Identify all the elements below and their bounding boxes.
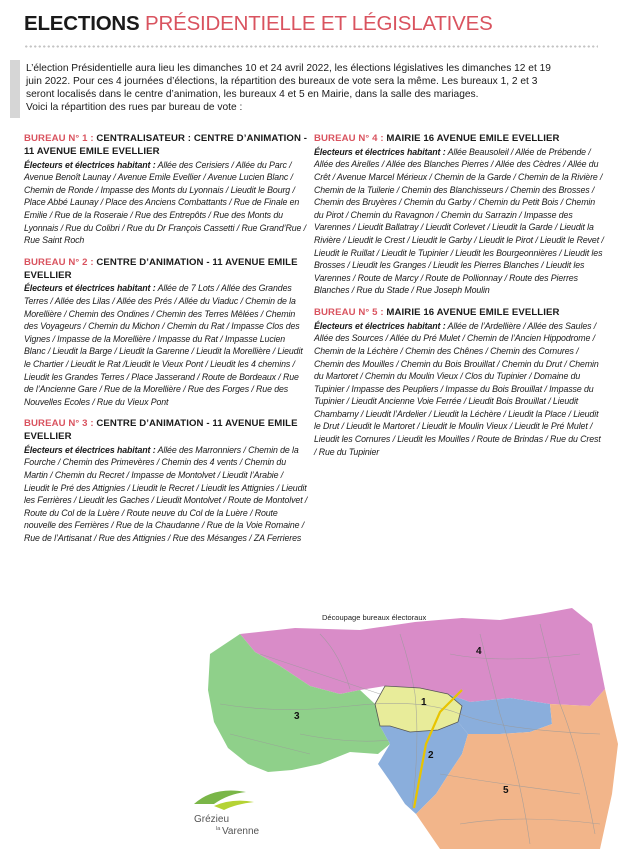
bureau-number: BUREAU N° 1 : (24, 133, 94, 144)
map-caption: Découpage bureaux électoraux (322, 613, 427, 622)
bureau-streets (314, 320, 604, 459)
bureau-number: BUREAU N° 5 : (314, 306, 384, 318)
zone-label-5: 5 (503, 785, 509, 796)
title-part1: ELECTIONS (24, 12, 140, 35)
intro-paragraph (26, 62, 598, 114)
bureau-heading (314, 133, 604, 146)
title-part2: PRÉSIDENTIELLE ET LÉGISLATIVES (145, 12, 493, 35)
right-column (314, 133, 604, 468)
logo-line1: Grézieu (194, 814, 230, 825)
bureau-4 (314, 133, 604, 297)
intro-line: Voici la répartition des rues par bureau de vote : (26, 102, 243, 113)
intro-accent-bar (10, 60, 20, 118)
logo-line3: Varenne (222, 826, 260, 837)
bureau-streets (24, 159, 308, 247)
bureau-heading (24, 257, 308, 283)
streets-list: Allée Beausoleil / Allée de Prébende / Allée des Airelles / Allée des Blanches Pierres / Allée des Cèdres / Allée du Crêt / Avenue Marcel Mérieux / Chemin de la Garde / Chemin de la Rivière / Chemin de la Tuilerie / Chemin des Blanchisseurs / Chemin des Brosses / Chemin des Bruyères / Chemin du Garby / Chemin du Petit Bois / Chemin du Pirot / Chemin du Ravagnon / Chemin du Sarrazin / Impasse des Varennes / Lieudit Ballatray / Lieudit Corlevet / Lieudit la Garde / Lieudit la Rivière / Lieudit le Crest / Lieudit le Garby / Lieudit le Pirot / Lieudit le Revet / Lieudit le Ruillat / Lieudit le Tupinier / Lieudit les Bourgeonnières / Lieudit les Brosses / Lieudit les Granges / Lieudit les Pierres Blanches / Lieudit les Varennes / Route de Marcy / Route de Pollionnay / Route des Pierres Blanches / Rue du Stade / Rue Joseph Moulin (314, 146, 604, 296)
zone-label-4: 4 (476, 646, 482, 657)
logo-swoosh-icon (214, 801, 254, 810)
bureau-2 (24, 257, 308, 409)
intro-line: juin 2022. Pour ces 4 journées d’élections, la répartition des bureaux de vote sera la même. Les bureaux 1, 2 et 3 (26, 76, 538, 87)
bureau-5 (314, 307, 604, 458)
voters-label: Électeurs et électrices habitant : (314, 146, 446, 157)
bureau-1 (24, 133, 308, 247)
page-title (24, 12, 493, 36)
voters-label: Électeurs et électrices habitant : (24, 159, 156, 170)
town-logo (184, 784, 264, 842)
intro-line: L’élection Présidentielle aura lieu les dimanches 10 et 24 avril 2022, les élections législatives les dimanches 12 et 19 (26, 63, 551, 74)
zone-label-1: 1 (421, 697, 427, 708)
bureau-heading (24, 418, 308, 444)
bureau-streets (24, 444, 308, 545)
zone-label-2: 2 (428, 750, 434, 761)
streets-list: Allée de 7 Lots / Allée des Grandes Terres / Allée des Lilas / Allée des Prés / Allée du Viaduc / Chemin de la Morellière / Chemin des Ondines / Chemin des Terres Mêlées / Chemin des Voyageurs / Chemin du Michon / Chemin du Rat / Impasse Clos des Vignes / Impasse de la Morellière / Impasse du Rat / Impasse Lucien Blanc / Lieudit la Barge / Lieudit la Garenne / Lieudit la Morellière / Lieudit le Chartier / Lieudit le Rat /Lieudit le Vieux Pont / Lieudit les 4 chemins / Lieudit les Grandes Terres / Place Jasserand / Route de Bordeaux / Rue de l’Ancienne Gare / Rue de la Morellière / Rue des Forges / Rue des Nouvelles Ecoles / Rue du Vieux Pont (24, 283, 303, 407)
streets-list: Allée des Marronniers / Chemin de la Fourche / Chemin des Primevères / Chemin des 4 vents / Chemin du Martin / Chemin du Recret / Impasse de Montolvet / Lieudit l’Arabie / Lieudit le Pré des Attignies / Lieudit le Recret / Lieudit les Attignies / Lieudit les Ferrières / Lieudit les Gaches / Lieudit Montolvet / Route de Montolvet / Route du Col de la Luère / Route neuve du Col de la Luère / Route nouvelle des Ferrières / Rue de la Chaudanne / Rue de la Voie Romaine / Rue de l’Artisanat / Rue des Attignies / Rue des Mésanges / ZA Ferrieres (24, 444, 308, 544)
bureau-location: CENTRE D’ANIMATION - 11 AVENUE EMILE EVELLIER (24, 256, 298, 281)
streets-list: Allée des Cerisiers / Allée du Parc / Avenue Benoît Launay / Avenue Emile Evellier / Avenue Lucien Blanc / Chemin de Ronde / Impasse des Monts du Lyonnais / Lieudit le Bourg / Place Abbé Launay / Place des Anciens Combattants / Rue de Finale en Emilie / Rue de la Roseraie / Rue des Entrepôts / Rue des Monts du Lyonnais / Rue du Colibri / Rue du Dr François Cassetti / Rue Grand’Rue / Rue Saint Roch (24, 159, 306, 246)
bureau-heading (314, 307, 604, 320)
bureau-location: MAIRIE 16 AVENUE EMILE EVELLIER (386, 306, 560, 318)
streets-list: Allée de l’Ardellière / Allée des Saules / Allée des Sources / Allée du Pré Mulet / Chemin de l’Ancien Hippodrome / Chemin de la Léchère / Chemin des Chênes / Chemin des Cornures / Chemin des Mouilles / Chemin du Bois Brouillat / Chemin du Drut / Chemin du Martoret / Chemin du Moulin Vieux / Clos du Tupinier / Domaine du Tupinier / Impasse des Peupliers / Impasse du Bois Brouillat / Impasse du Tupinier / Lieudit Ancienne Voie Ferrée / Lieudit Bois Brouillat / Lieudit Chambarny / Lieudit l’Ardelier / Lieudit la Léchère / Lieudit la Place / Lieudit le Drut / Lieudit le Martoret / Lieudit le Moulin Vieux / Lieudit le Pré Mulet / Lieudit les Cornures / Lieudit les Mouilles / Route de Brindas / Rue du Crest / Rue du Tupinier (314, 320, 601, 457)
bureau-location: CENTRE D’ANIMATION - 11 AVENUE EMILE EVELLIER (24, 418, 298, 443)
voters-label: Électeurs et électrices habitant : (314, 320, 446, 331)
dotted-divider (24, 45, 598, 48)
bureau-location: CENTRALISATEUR : CENTRE D’ANIMATION - 11 AVENUE EMILE EVELLIER (24, 133, 308, 157)
logo-line2: la (216, 826, 221, 832)
bureau-number: BUREAU N° 2 : (24, 256, 94, 268)
bureau-number: BUREAU N° 4 : (314, 133, 384, 144)
left-column (24, 133, 308, 555)
bureau-streets (314, 146, 604, 297)
bureau-heading (24, 133, 308, 159)
bureau-streets (24, 282, 308, 408)
bureau-3 (24, 418, 308, 544)
bureau-location: MAIRIE 16 AVENUE EMILE EVELLIER (386, 133, 560, 144)
voters-label: Électeurs et électrices habitant : (24, 444, 156, 455)
zone-label-3: 3 (294, 711, 300, 722)
bureau-number: BUREAU N° 3 : (24, 418, 94, 430)
voters-label: Électeurs et électrices habitant : (24, 283, 156, 294)
intro-line: seront localisés dans le centre d’animation, les bureaux 4 et 5 en Mairie, dans la salle des mariages. (26, 89, 479, 100)
